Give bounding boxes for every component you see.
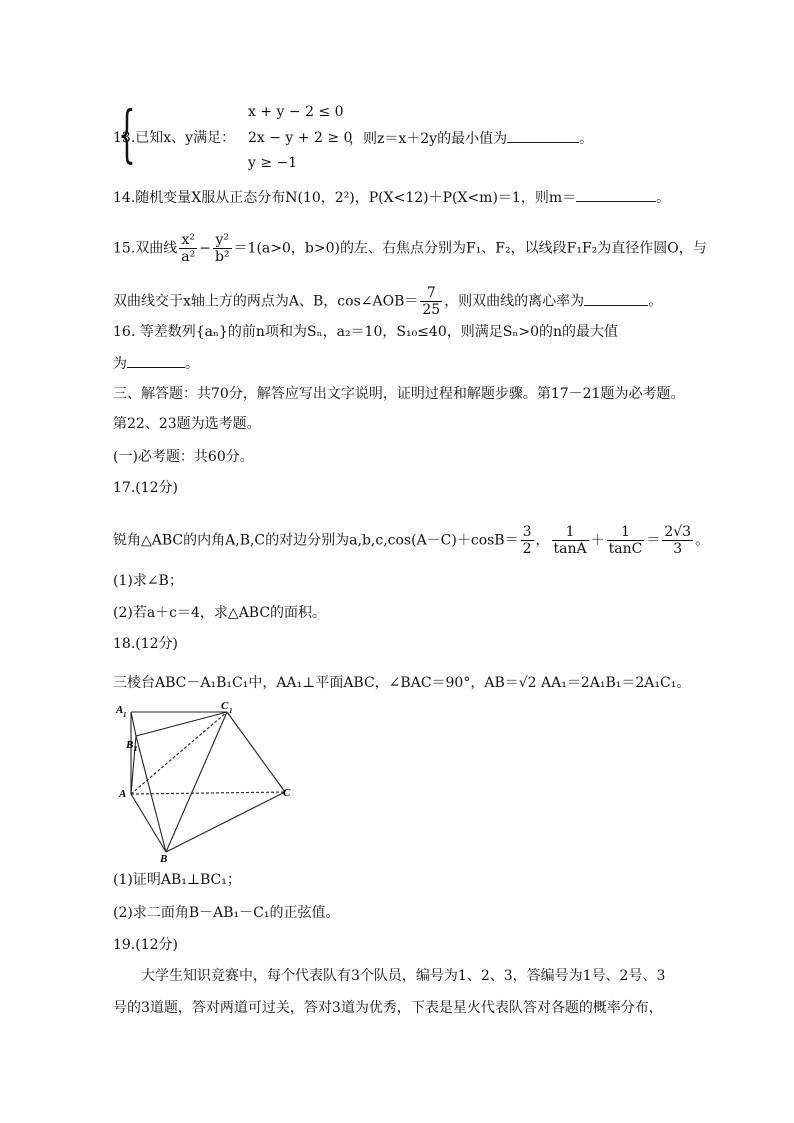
label-b: B	[160, 853, 168, 865]
q17-end: 。	[695, 532, 710, 549]
q15-prefix: 15.双曲线	[113, 240, 178, 257]
q13-prefix: 13.已知x、y满足：	[113, 130, 236, 146]
q15-line2	[113, 285, 662, 318]
q16-end: 。	[185, 356, 199, 372]
fraction-7-25	[420, 285, 442, 318]
fraction-3-2	[521, 524, 534, 557]
answer-blank	[576, 187, 656, 202]
fraction-num: x²	[179, 232, 197, 249]
subsection-heading: (一)必考题：共60分。	[113, 449, 254, 465]
edge-bc1	[166, 712, 227, 852]
q13-question	[349, 128, 593, 149]
system-brace: {	[118, 97, 136, 170]
comma: ，	[535, 532, 550, 549]
label-b1: B	[126, 739, 134, 751]
fraction-1-tanA	[552, 524, 589, 557]
q15-end: 。	[648, 293, 663, 310]
q18-part1: (1)证明AB₁⊥BC₁；	[113, 872, 241, 888]
q13-end: 。	[579, 131, 594, 147]
q18-stem: 三棱台ABC－A₁B₁C₁中，AA₁⊥平面ABC，∠BAC＝90°，AB＝√2 AA₁＝2A₁B₁＝2A₁C₁。	[113, 675, 691, 691]
answer-blank	[127, 353, 185, 368]
fraction-den: 3	[673, 541, 683, 557]
fraction-den: b²	[214, 249, 230, 265]
q17-part2: (2)若a＋c＝4，求△ABC的面积。	[113, 605, 327, 621]
fraction-den: a²	[181, 249, 196, 265]
q14-end: 。	[656, 190, 671, 206]
fraction-den: 25	[422, 302, 441, 318]
q17-part1: (1)求∠B；	[113, 573, 183, 589]
q16-prefix: 为	[113, 356, 127, 372]
fraction-den: tanA	[553, 541, 587, 557]
q19-line2: 号的3道题，答对两道可过关，答对3道为优秀，下表是星火代表队答对各题的概率分布，	[113, 1000, 663, 1016]
q19-line1: 大学生知识竞赛中，每个代表队有3个队员，编号为1、2、3，答编号为1号、2号、3	[141, 968, 666, 984]
edge-a1b1	[131, 712, 136, 736]
q18-heading: 18.(12分)	[113, 636, 179, 652]
q15-text-b: ，则双曲线的离心率为	[444, 293, 585, 310]
edge-b1c1	[136, 712, 227, 736]
q16-line1: 16. 等差数列{aₙ}的前n项和为Sₙ，a₂＝10，S₁₀≤40，则满足Sₙ>0的n的最大值	[113, 324, 619, 340]
fraction-2sqrt3-3	[662, 524, 693, 557]
q13-inequality-3: y ≥ −1	[248, 155, 298, 171]
fraction-num: 3	[522, 524, 532, 540]
minus-sign: −	[199, 240, 211, 257]
label-c: C	[283, 787, 291, 799]
label-c1-sub: 1	[229, 707, 233, 715]
fraction-num: 2√3	[664, 524, 692, 540]
q17-heading: 17.(12分)	[113, 480, 179, 496]
q17-stem	[113, 524, 709, 557]
q14-text: 14.随机变量X服从正态分布N(10，2²)，P(X<12)＋P(X<m)＝1，则m＝	[113, 190, 577, 206]
label-a: A	[119, 788, 127, 800]
label-a1-sub: 1	[123, 711, 127, 719]
label-c1: C	[221, 700, 229, 712]
section-note: 第22、23题为选考题。	[113, 416, 261, 432]
edge-ab	[131, 794, 166, 852]
frustum-figure	[113, 700, 303, 865]
edge-ac-hidden	[131, 792, 285, 794]
label-a1: A	[116, 704, 124, 716]
q13-inequality-1: x + y − 2 ≤ 0	[248, 104, 344, 120]
fraction-y2-b2	[213, 232, 232, 265]
edge-bc	[166, 792, 285, 852]
q14	[113, 187, 670, 208]
q13-suffix: ，则z＝x＋2y的最小值为	[349, 131, 508, 147]
q16-line2	[113, 353, 199, 374]
section-heading: 三、解答题：共70分，解答应写出文字说明，证明过程和解题步骤。第17－21题为必考题。	[113, 386, 685, 402]
q17-text: 锐角△ABC的内角A,B,C的对边分别为a,b,c,cos(A－C)＋cosB＝	[113, 532, 519, 549]
equals-sign: ＝	[646, 532, 661, 549]
q15-text-a: 双曲线交于x轴上方的两点为A、B，cos∠AOB＝	[113, 293, 419, 310]
fraction-num: 1	[552, 524, 589, 541]
fraction-1-tanC	[607, 524, 645, 557]
fraction-den: tanC	[608, 541, 643, 557]
answer-blank	[584, 291, 648, 306]
q18-part2: (2)求二面角B－AB₁－C₁的正弦值。	[113, 905, 340, 921]
fraction-num: 7	[420, 285, 442, 302]
q13-inequality-2: 2x − y + 2 ≥ 0	[248, 130, 353, 146]
q15-condition: ＝1(a>0，b>0)的左、右焦点分别为F₁、F₂，以线段F₁F₂为直径作圆O，与	[233, 240, 707, 257]
answer-blank	[507, 128, 579, 143]
plus-sign: ＋	[590, 532, 605, 549]
label-b1-sub: 1	[134, 745, 138, 753]
fraction-num: y²	[213, 232, 232, 249]
fraction-num: 1	[607, 524, 645, 541]
fraction-den: 2	[522, 541, 532, 557]
edge-cc1	[227, 712, 285, 792]
q15-line1	[113, 232, 707, 265]
fraction-x2-a2	[179, 232, 197, 265]
q19-heading: 19.(12分)	[113, 937, 179, 953]
